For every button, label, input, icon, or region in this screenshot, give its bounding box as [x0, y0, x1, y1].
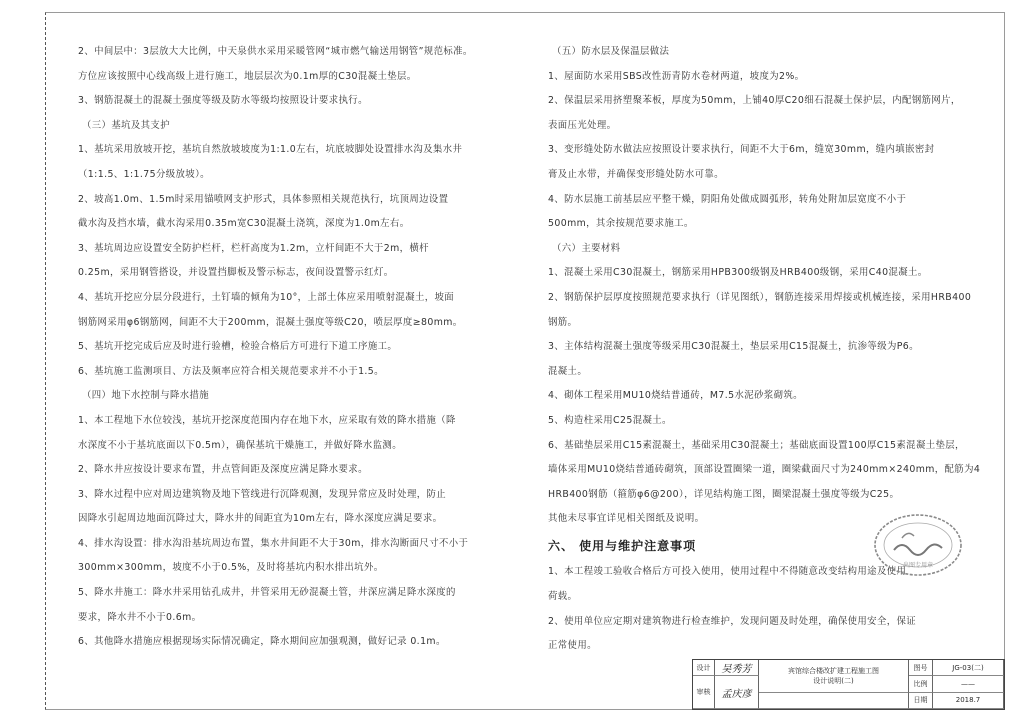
text-line: 1、本工程竣工验收合格后方可投入使用，使用过程中不得随意改变结构用途及使用	[548, 566, 907, 578]
text-line: 水深度不小于基坑底面以下0.5m），确保基坑干燥施工，并做好降水监测。	[78, 439, 402, 451]
text-line: 方位应该按照中心线高级上进行施工，地层层次为0.1m厚的C30混凝土垫层。	[78, 70, 417, 82]
tb-label-1: 设计	[693, 660, 715, 676]
text-line: 1、本工程地下水位较浅，基坑开挖深度范围内存在地下水，应采取有效的降水措施（降	[78, 414, 456, 426]
text-line: 3、变形缝处防水做法应按照设计要求执行，间距不大于6m，缝宽30mm，缝内填嵌密封	[548, 144, 935, 156]
title-block	[692, 659, 1005, 710]
text-line: 截水沟及挡水墙，截水沟采用0.35m宽C30混凝土浇筑，深度为1.0m左右。	[78, 218, 410, 230]
text-line: 2、降水井应按设计要求布置，井点管间距及深度应满足降水要求。	[78, 464, 368, 476]
left-text-column	[78, 40, 523, 655]
text-line: 300mm×300mm，坡度不小于0.5%，及时将基坑内积水排出坑外。	[78, 562, 384, 574]
text-line: 钢筋网采用φ6钢筋网，间距不大于200mm，混凝土强度等级C20，喷层厚度≥80mm。	[78, 316, 463, 328]
tb-meta-2-value: ——	[933, 676, 1004, 692]
text-line: 3、基坑周边应设置安全防护栏杆，栏杆高度为1.2m，立杆间距不大于2m，横杆	[78, 242, 429, 254]
text-line: （五）防水层及保温层做法	[552, 46, 670, 57]
text-line: 6、基础垫层采用C15素混凝土，基础采用C30混凝土；基础底面设置100厚C15素混凝土垫层，	[548, 439, 965, 451]
stamp-label: 出图专用章	[902, 562, 934, 569]
tb-signature-1: 吴秀芳	[715, 660, 759, 676]
tb-dept	[759, 693, 909, 709]
text-line: （1:1.5、1:1.75分级放坡）。	[78, 168, 210, 180]
text-line: 4、砌体工程采用MU10烧结普通砖，M7.5水泥砂浆砌筑。	[548, 390, 803, 402]
text-line: 表面压光处理。	[548, 119, 617, 131]
text-line: 4、防水层施工前基层应平整干燥，阴阳角处做成圆弧形，转角处附加层宽度不小于	[548, 193, 907, 205]
text-line: 2、使用单位应定期对建筑物进行检查维护，发现问题及时处理，确保使用安全，保证	[548, 615, 917, 627]
text-line: 1、混凝土采用C30混凝土，钢筋采用HPB300级钢及HRB400级钢，采用C40混凝土。	[548, 267, 928, 279]
section-heading: 六、 使用与维护注意事项	[548, 538, 697, 553]
text-line: 2、中间层中：3层放大大比例，中天泉供水采用采暖管网“城市燃气输送用钢管”规范标准。	[78, 46, 473, 57]
text-line: 500mm，其余按规范要求施工。	[548, 218, 694, 230]
tb-project-line-1: 宾馆综合楼改扩建工程施工图	[788, 666, 879, 675]
text-line: 2、坡高1.0m、1.5m时采用锚喷网支护形式，具体参照相关规范执行，坑顶周边设置	[78, 193, 449, 205]
text-line: 2、钢筋保护层厚度按照规范要求执行（详见图纸），钢筋连接采用焊接或机械连接，采用HRB400	[548, 291, 972, 303]
text-line: 1、屋面防水采用SBS改性沥青防水卷材两道，坡度为2%。	[548, 70, 805, 82]
approval-stamp	[872, 512, 964, 578]
text-line: 要求，降水井不小于0.6m。	[78, 611, 202, 623]
text-line: 膏及止水带，并确保变形缝处防水可靠。	[548, 168, 724, 180]
text-line: 6、其他降水措施应根据现场实际情况确定，降水期间应加强观测，做好记录 0.1m。	[78, 636, 446, 648]
text-line: （三）基坑及其支护	[82, 119, 170, 131]
text-line: （四）地下水控制与降水措施	[82, 390, 210, 402]
tb-project	[759, 660, 909, 693]
text-line: 钢筋。	[548, 316, 578, 328]
text-line: 2、保温层采用挤塑聚苯板，厚度为50mm，上铺40厚C20细石混凝土保护层，内配钢筋网片，	[548, 95, 961, 107]
text-line: 5、基坑开挖完成后应及时进行验槽，检验合格后方可进行下道工序施工。	[78, 341, 398, 353]
text-line: 正常使用。	[548, 640, 597, 652]
tb-meta-3-label: 日期	[909, 693, 933, 709]
text-line: HRB400钢筋（箍筋φ6@200），详见结构施工图，圈梁混凝土强度等级为C25。	[548, 488, 900, 500]
text-line: 5、降水井施工：降水井采用钻孔成井，井管采用无砂混凝土管，井深应满足降水深度的	[78, 587, 456, 599]
text-line: 0.25m，采用钢管搭设，并设置挡脚板及警示标志，夜间设置警示红灯。	[78, 267, 394, 279]
text-line: 其他未尽事宜详见相关图纸及说明。	[548, 513, 705, 525]
text-line: 5、构造柱采用C25混凝土。	[548, 414, 672, 426]
text-line: 4、排水沟设置：排水沟沿基坑周边布置，集水井间距不大于30m，排水沟断面尺寸不小于	[78, 537, 469, 549]
text-line: 3、降水过程中应对周边建筑物及地下管线进行沉降观测，发现异常应及时处理，防止	[78, 488, 447, 500]
text-line: 墙体采用MU10烧结普通砖砌筑，顶部设置圈梁一道，圈梁截面尺寸为240mm×240mm，配筋为4	[548, 464, 981, 476]
text-line: 1、基坑采用放坡开挖，基坑自然放坡坡度为1:1.0左右，坑底坡脚处设置排水沟及集水井	[78, 144, 463, 156]
text-line: 因降水引起周边地面沉降过大，降水井的间距宜为10m左右，降水深度应满足要求。	[78, 513, 443, 525]
text-line: 荷载。	[548, 591, 578, 603]
text-line: 3、钢筋混凝土的混凝土强度等级及防水等级均按照设计要求执行。	[78, 95, 368, 107]
tb-label-2: 审核	[693, 676, 715, 709]
tb-meta-1-label: 图号	[909, 660, 933, 676]
tb-meta-2-label: 比例	[909, 676, 933, 692]
tb-project-line-2: 设计说明(二)	[813, 676, 854, 685]
text-line: 4、基坑开挖应分层分段进行，土钉墙的倾角为10°，上部土体应采用喷射混凝土，坡面	[78, 291, 455, 303]
text-line: （六）主要材料	[552, 242, 621, 254]
text-line: 6、基坑施工监测项目、方法及频率应符合相关规范要求并不小于1.5。	[78, 365, 384, 377]
text-line: 3、主体结构混凝土强度等级采用C30混凝土，垫层采用C15混凝土，抗渗等级为P6。	[548, 341, 919, 353]
tb-meta-3-value: 2018.7	[933, 693, 1004, 709]
text-line: 混凝土。	[548, 365, 588, 377]
tb-signature-2: 孟庆彦	[715, 676, 759, 709]
tb-meta-1-value: JG-03(二)	[933, 660, 1004, 676]
